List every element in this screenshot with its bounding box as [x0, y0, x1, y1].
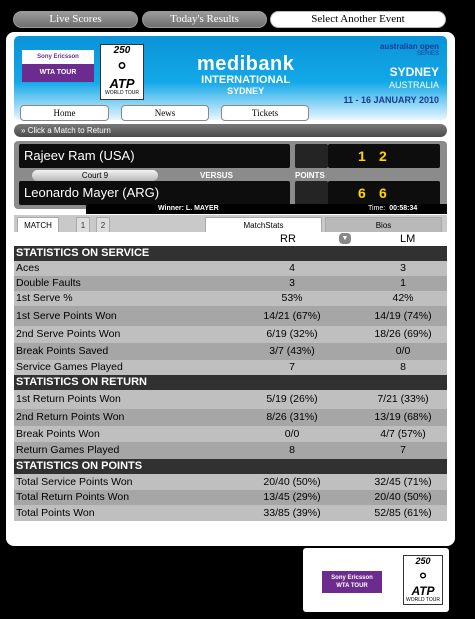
footer-atp-logo: 250 ⚬ ATP WORLD TOUR	[403, 555, 443, 605]
stats-body	[14, 246, 447, 521]
atp-world-tour-logo: 250 ⚬ ATP WORLD TOUR	[100, 44, 144, 100]
tab-matchstats[interactable]: MatchStats	[205, 217, 322, 232]
player1-stat-value: 6/19 (32%)	[266, 328, 318, 340]
stats-row	[14, 291, 447, 306]
player1-stat-value: 7	[289, 361, 295, 373]
player1-stat-value: 0/0	[284, 428, 300, 440]
player2-stat-value: 32/45 (71%)	[374, 476, 432, 488]
player1-stat-value: 20/40 (50%)	[263, 476, 321, 488]
stats-row	[14, 505, 447, 521]
player2-set1-score: 6	[358, 185, 366, 201]
stat-label: Return Games Played	[16, 444, 120, 456]
player1-set2-score: 2	[379, 148, 387, 164]
stat-label: Total Return Points Won	[16, 491, 130, 503]
player2-stat-value: 1	[400, 277, 406, 289]
chevron-down-icon[interactable]: ▼	[339, 233, 351, 244]
player2-stat-value: 18/26 (69%)	[374, 328, 432, 340]
stats-row	[14, 306, 447, 326]
player2-stat-value: 8	[400, 361, 406, 373]
wta-tour-logo: Sony Ericsson WTA TOUR	[22, 50, 94, 82]
stats-row	[14, 409, 447, 426]
stat-label: Aces	[16, 262, 40, 274]
stat-label: 1st Serve %	[16, 292, 73, 304]
stats-row	[14, 360, 447, 375]
stats-tabs	[14, 215, 447, 232]
tab-bios[interactable]: Bios	[325, 217, 442, 232]
player2-name: Leonardo Mayer (ARG)	[19, 181, 290, 205]
stats-row	[14, 343, 447, 360]
player2-stat-value: 0/0	[395, 345, 411, 357]
stat-label: 2nd Serve Points Won	[16, 328, 121, 340]
scoreboard[interactable]	[14, 141, 447, 209]
player2-set2-score: 6	[379, 185, 387, 201]
news-button[interactable]: News	[121, 105, 209, 121]
click-match-return-bar[interactable]	[14, 124, 447, 137]
player1-stat-value: 14/21 (67%)	[263, 310, 321, 322]
player1-stat-value: 3	[289, 277, 295, 289]
stat-label: Total Points Won	[16, 507, 95, 519]
tab-select-another-event[interactable]: Select Another Event	[270, 11, 446, 28]
player1-stat-value: 3/7 (43%)	[269, 345, 315, 357]
player2-stat-value: 3	[400, 262, 406, 274]
player2-stat-value: 52/85 (61%)	[374, 507, 432, 519]
player1-stat-value: 8	[289, 444, 295, 456]
main-panel	[6, 32, 455, 546]
points-label: POINTS	[295, 171, 325, 180]
stat-label: Break Points Won	[16, 428, 100, 440]
court-label: Court 9	[32, 170, 158, 181]
double-chevron-icon: »	[21, 126, 26, 135]
versus-label: VERSUS	[200, 171, 233, 180]
stats-row	[14, 276, 447, 291]
stats-section-header: STATISTICS ON RETURN	[14, 375, 447, 390]
player2-column-header: LM	[400, 233, 416, 245]
player2-stat-value: 13/19 (68%)	[374, 411, 432, 423]
tournament-title: medibank INTERNATIONAL SYDNEY	[197, 53, 295, 96]
tab-match[interactable]: MATCH	[17, 217, 59, 232]
stats-row	[14, 474, 447, 490]
stat-label: Service Games Played	[16, 361, 123, 373]
player2-stat-value: 42%	[392, 292, 414, 304]
tab-set-2[interactable]: 2	[96, 217, 110, 232]
player1-stat-value: 8/26 (31%)	[266, 411, 318, 423]
stat-label: Total Service Points Won	[16, 476, 133, 488]
stats-section-header: STATISTICS ON SERVICE	[14, 246, 447, 261]
player1-name: Rajeev Ram (USA)	[19, 144, 290, 168]
stats-row	[14, 490, 447, 505]
footer-logos	[303, 548, 449, 612]
top-tabs	[13, 11, 446, 28]
stats-table	[14, 232, 447, 521]
stat-label: Double Faults	[16, 277, 81, 289]
australian-open-series: australian open SERIES SYDNEY AUSTRALIA 11 - 16 JANUARY 2010	[343, 42, 439, 105]
tickets-button[interactable]: Tickets	[221, 105, 309, 121]
tab-todays-results[interactable]: Today's Results	[142, 11, 267, 28]
player1-set1-score: 1	[358, 148, 366, 164]
winner-bar	[86, 204, 447, 214]
player1-stat-value: 53%	[281, 292, 303, 304]
player2-serve-indicator	[295, 181, 328, 205]
stat-label: Break Points Saved	[16, 345, 109, 357]
player1-stat-value: 4	[289, 262, 295, 274]
stats-row	[14, 326, 447, 343]
stats-row	[14, 442, 447, 459]
stats-column-headers	[14, 232, 447, 246]
stat-label: 2nd Return Points Won	[16, 411, 125, 423]
player2-stat-value: 14/19 (74%)	[374, 310, 432, 322]
player1-stat-value: 13/45 (29%)	[263, 491, 321, 503]
player1-serve-indicator	[295, 144, 328, 168]
stats-row	[14, 390, 447, 409]
home-button[interactable]: Home	[20, 105, 109, 121]
player1-stat-value: 5/19 (26%)	[266, 393, 318, 405]
player1-scores	[328, 144, 440, 168]
player2-stat-value: 4/7 (57%)	[380, 428, 426, 440]
player2-stat-value: 20/40 (50%)	[374, 491, 432, 503]
winner-label: Winner: L. MAYER	[158, 205, 219, 212]
stat-label: 1st Return Points Won	[16, 393, 121, 405]
player1-column-header: RR	[280, 233, 296, 245]
stats-row	[14, 426, 447, 442]
stats-section-header: STATISTICS ON POINTS	[14, 459, 447, 474]
stats-row	[14, 261, 447, 276]
tab-set-1[interactable]: 1	[76, 217, 90, 232]
stat-label: 1st Serve Points Won	[16, 310, 117, 322]
tab-live-scores[interactable]: Live Scores	[13, 11, 138, 28]
player2-scores	[328, 181, 440, 205]
footer-wta-logo: Sony Ericsson WTA TOUR	[322, 571, 382, 593]
match-time: Time: 00:58:34	[368, 205, 418, 212]
click-bar-label: Click a Match to Return	[27, 126, 111, 135]
player2-stat-value: 7/21 (33%)	[377, 393, 429, 405]
player2-stat-value: 7	[400, 444, 406, 456]
player1-stat-value: 33/85 (39%)	[263, 507, 321, 519]
